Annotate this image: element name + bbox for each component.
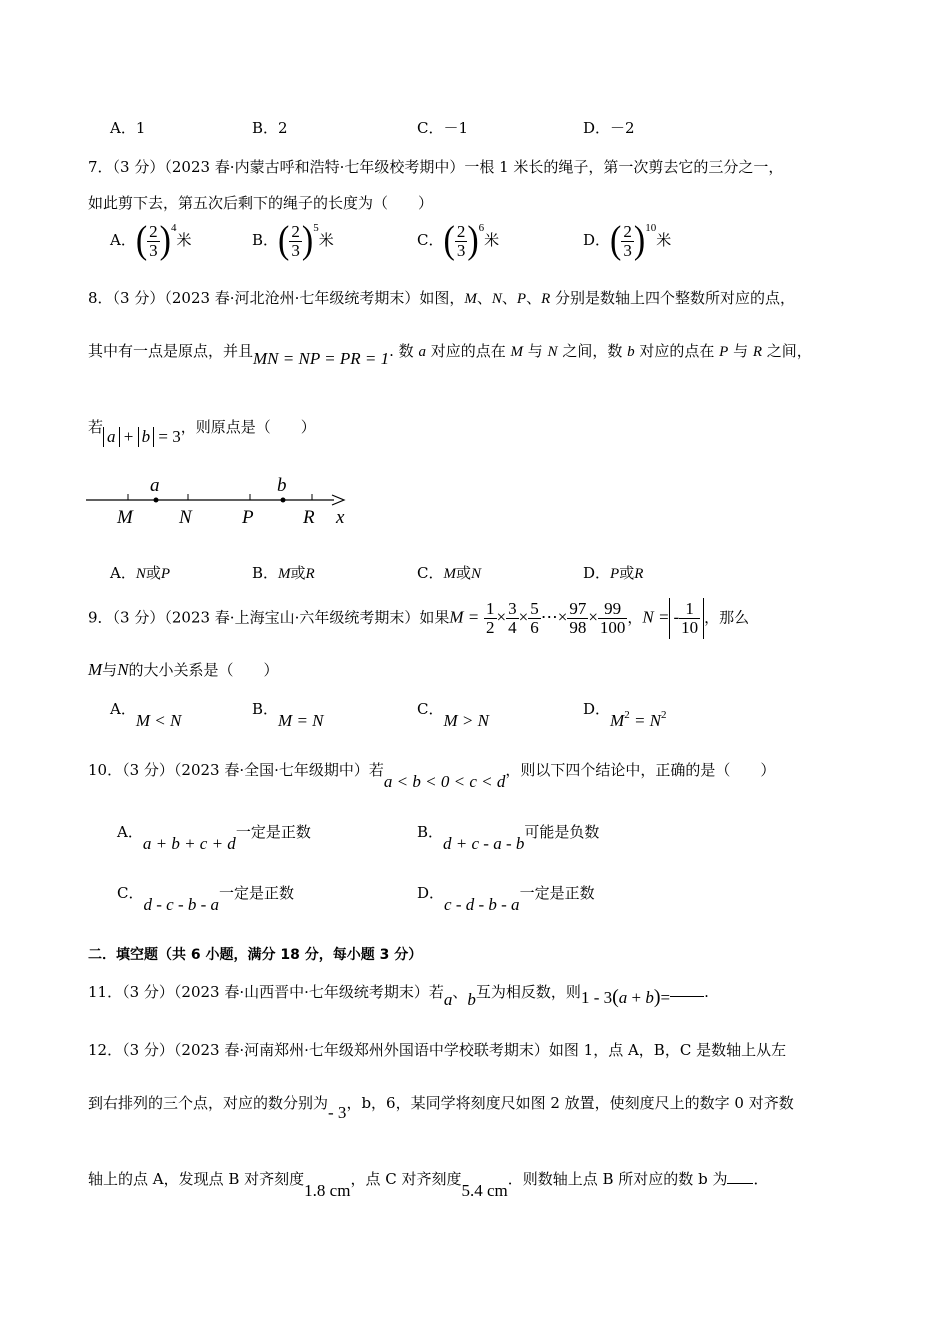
q7-option-c: C．( $\frac{2}{3}$ )$^6$米 — [417, 219, 500, 262]
q7-score: （3 分） — [112, 158, 165, 176]
q8-number: 8． — [88, 289, 113, 307]
q10-option-b: B．d + c - a - b可能是负数 — [417, 823, 600, 853]
q12-line-1: 12．（3 分）（2023 春·河南郑州·七年级郑州外国语中学校联考期末）如图 1，点 A，B，C 是数轴上从左 — [88, 1041, 787, 1059]
exponent: 5 — [313, 222, 319, 234]
q10-option-d: D．c - d - b - a一定是正数 — [417, 884, 595, 914]
q6-option-b: B．2 — [252, 119, 288, 137]
label-b: b — [277, 475, 287, 496]
q8-abs-equation: a + b = 3 — [103, 427, 181, 446]
label-a: a — [150, 475, 160, 496]
q9-option-c: C．M > N — [417, 700, 489, 730]
q12-answer-blank[interactable] — [727, 1183, 753, 1184]
q10-condition: a < b < 0 < c < d — [383, 772, 506, 791]
q8-option-b: B．M或R — [252, 564, 315, 582]
q12-source: （2023 春·河南郑州·七年级郑州外国语中学校联考期末） — [173, 1041, 549, 1059]
q9-number: 9． — [88, 608, 113, 627]
q7-line-1 — [88, 156, 783, 177]
q10-line-1: 10．（3 分）（2023 春·全国·七年级期中）若a < b < 0 < c < d，则以下四个结论中，正确的是（ ） — [88, 761, 776, 791]
q7-option-b: B．( $\frac{2}{3}$ )$^5$米 — [252, 219, 334, 262]
q11-line: 11．（3 分）（2023 春·山西晋中·七年级统考期末）若a、b互为相反数，则1 - 3(a + b)= . — [88, 983, 709, 1009]
q6-option-c: C．－1 — [417, 119, 469, 137]
q11-source: （2023 春·山西晋中·七年级统考期末） — [173, 983, 429, 1001]
q9-option-a: A．M < N — [110, 700, 182, 730]
q8-equation: MN = NP = PR = 1 — [253, 349, 390, 368]
q9-line-1: 9．（3 分）（2023 春·上海宝山·六年级统考期末）如果M = $\frac{1}{2}$ × $\frac{3}{4}$ × $\frac{5}{6}$ ⋯× $\frac{97}{98}$ × $\frac{99}{100}$ ，N = - $\frac{1}{10}$ ，那么 — [88, 599, 750, 637]
q10-number: 10． — [88, 761, 123, 779]
fraction: $\frac{2}{3}$ — [149, 221, 158, 260]
q8-line-1: 8．（3 分）（2023 春·河北沧州·七年级统考期末）如图，M、N、P、R 分别是数轴上四个整数所对应的点， — [88, 289, 796, 307]
unit: 米 — [656, 231, 672, 249]
unit: 米 — [318, 231, 334, 249]
q12-line-2: 到右排列的三个点，对应的数分别为- 3，b，6，某同学将刻度尺如图 2 放置，使刻度尺上的数字 0 对齐数 — [88, 1094, 794, 1122]
q7-option-label: C． — [417, 231, 444, 249]
q10-option-a: A．a + b + c + d一定是正数 — [117, 823, 311, 853]
unit: 米 — [176, 231, 192, 249]
q11-expression: 1 - 3(a + b)= — [580, 986, 671, 1008]
q9-score: （3 分） — [112, 608, 165, 627]
q7-text-1: 一根 1 米长的绳子，第一次剪去它的三分之一， — [464, 158, 784, 176]
exponent: 10 — [645, 222, 657, 234]
q9-source: （2023 春·上海宝山·六年级统考期末） — [164, 608, 420, 627]
label-p: P — [242, 507, 254, 528]
point-a — [154, 498, 159, 503]
q11-answer-blank[interactable] — [670, 996, 704, 997]
q6-option-d: D．－2 — [583, 119, 635, 137]
q9-option-d: D．$M^2 = N^2$ — [583, 700, 667, 730]
q7-number: 7． — [88, 158, 113, 176]
q7-source: （2023 春·内蒙古呼和浩特·七年级校考期中） — [164, 158, 465, 176]
q7-option-a: A．( $\frac{2}{3}$ )$^4$米 — [110, 219, 192, 262]
q9-option-b: B．M = N — [252, 700, 324, 730]
fraction: $\frac{2}{3}$ — [456, 221, 466, 260]
q12-line-3: 轴上的点 A，发现点 B 对齐刻度1.8 cm，点 C 对齐刻度5.4 cm．则数轴上点 B 所对应的数 b 为 ． — [88, 1170, 769, 1200]
label-m: M — [117, 507, 133, 528]
section-title: 二．填空题（共 6 小题，满分 18 分，每小题 3 分） — [88, 947, 423, 963]
q7-option-label: B． — [252, 231, 279, 249]
q8-score: （3 分） — [112, 289, 165, 307]
exponent: 4 — [171, 222, 177, 234]
fraction: $\frac{2}{3}$ — [623, 221, 632, 260]
q10-score: （3 分） — [122, 761, 174, 779]
q9-line-2: M与N的大小关系是（ ） — [88, 660, 279, 679]
q8-source: （2023 春·河北沧州·七年级统考期末） — [164, 289, 420, 307]
point-b — [281, 498, 286, 503]
q8-line-2: 其中有一点是原点，并且MN = NP = PR = 1. 数 a 对应的点在 M 与 N 之间，数 b 对应的点在 P 与 R 之间， — [88, 342, 812, 368]
exponent: 6 — [478, 222, 485, 234]
q7-line-2: 如此剪下去，第五次后剩下的绳子的长度为（ ） — [88, 194, 434, 212]
fraction: $\frac{2}{3}$ — [291, 221, 300, 260]
q7-option-label: A． — [110, 231, 136, 249]
q8-option-a: A．N或P — [110, 564, 171, 582]
q12-number: 12． — [88, 1041, 123, 1059]
q6-option-a: A．1 — [110, 119, 146, 137]
q10-option-c: C．d - c - b - a一定是正数 — [117, 884, 295, 914]
q7-option-label: D． — [583, 231, 611, 249]
label-n: N — [179, 507, 192, 528]
q8-line-3: 若 a + b = 3，则原点是（ ） — [88, 418, 316, 446]
q8-number-line — [80, 472, 370, 532]
label-r: R — [303, 507, 315, 528]
q8-option-c: C．M或N — [417, 564, 482, 582]
q10-source: （2023 春·全国·七年级期中） — [173, 761, 369, 779]
q12-score: （3 分） — [122, 1041, 174, 1059]
unit: 米 — [484, 231, 500, 249]
q7-option-d: D．( $\frac{2}{3}$ )$^{10}$米 — [583, 219, 672, 262]
label-x: x — [336, 507, 345, 528]
q11-score: （3 分） — [122, 983, 174, 1001]
q8-option-d: D．P或R — [583, 564, 644, 582]
q11-number: 11． — [88, 983, 123, 1001]
